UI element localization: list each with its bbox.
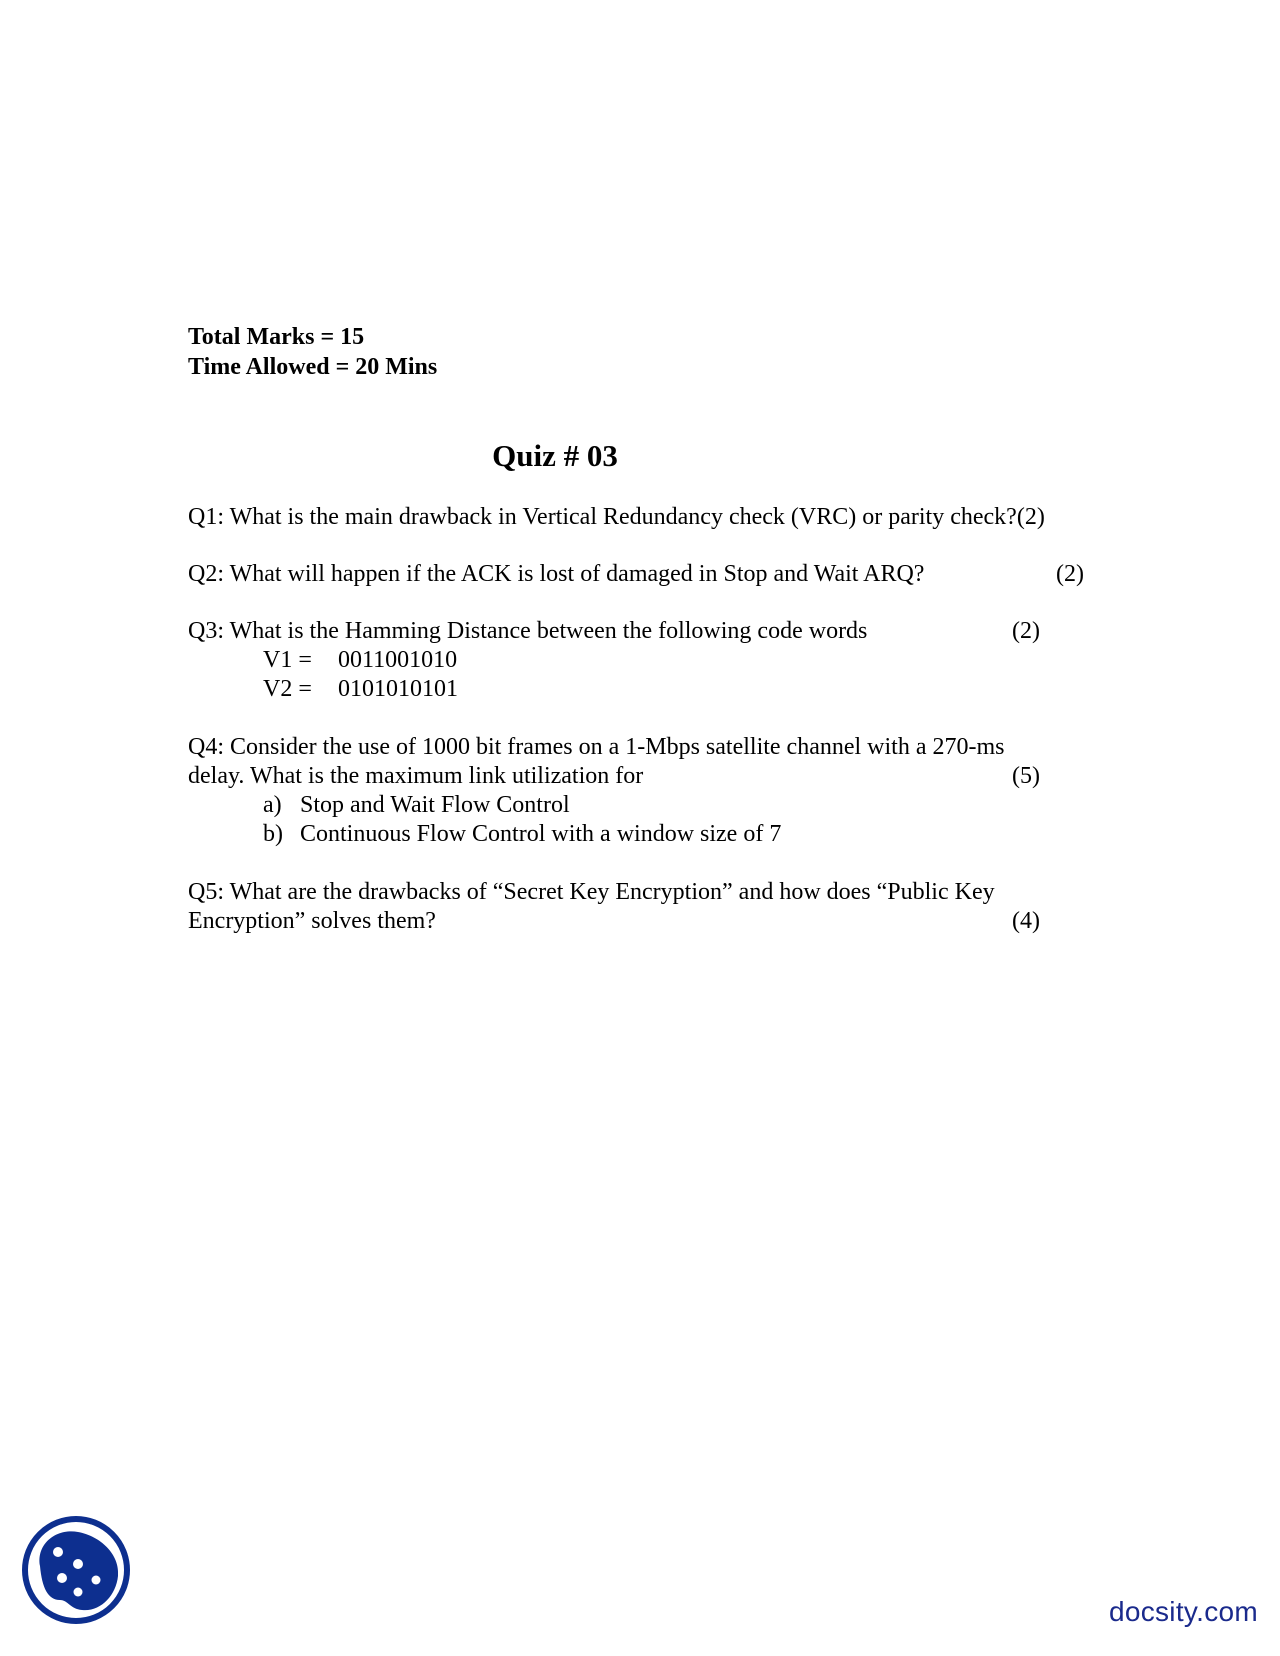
question-4-line-1: Q4: Consider the use of 1000 bit frames on a 1-Mbps satellite channel with a 270-ms	[188, 734, 1005, 760]
question-5-line-2: Encryption” solves them?	[188, 908, 436, 934]
question-1: Q1: What is the main drawback in Vertical Redundancy check (VRC) or parity check?(2)	[188, 504, 1045, 530]
question-4-item-a-label: a)	[263, 792, 282, 818]
brand-watermark: docsity.com	[1108, 1596, 1258, 1627]
question-2-marks: (2)	[1056, 561, 1084, 587]
code-word-value-v2: 0101010101	[338, 676, 458, 702]
question-4-line-2: delay. What is the maximum link utilization for	[188, 763, 644, 789]
question-5-marks: (4)	[1012, 908, 1040, 934]
code-word-label-v1: V1 =	[263, 647, 312, 673]
question-3: Q3: What is the Hamming Distance between the following code words	[188, 618, 868, 644]
code-word-value-v1: 0011001010	[338, 647, 458, 673]
question-4-marks: (5)	[1012, 763, 1040, 789]
question-4-item-b-text: Continuous Flow Control with a window size of 7	[300, 821, 782, 847]
quiz-header	[188, 322, 437, 382]
code-word-label-v2: V2 =	[263, 676, 312, 702]
question-5-line-1: Q5: What are the drawbacks of “Secret Key Encryption” and how does “Public Key	[188, 879, 995, 905]
question-4-item-b-label: b)	[263, 821, 283, 847]
docsity-logo-icon	[20, 1514, 132, 1626]
question-2: Q2: What will happen if the ACK is lost of damaged in Stop and Wait ARQ?	[188, 561, 925, 587]
quiz-title: Quiz # 03	[492, 438, 618, 473]
total-marks: Total Marks = 15	[188, 324, 365, 350]
question-3-marks: (2)	[1012, 618, 1040, 644]
time-allowed: Time Allowed = 20 Mins	[188, 354, 438, 380]
question-4-item-a-text: Stop and Wait Flow Control	[300, 792, 570, 818]
